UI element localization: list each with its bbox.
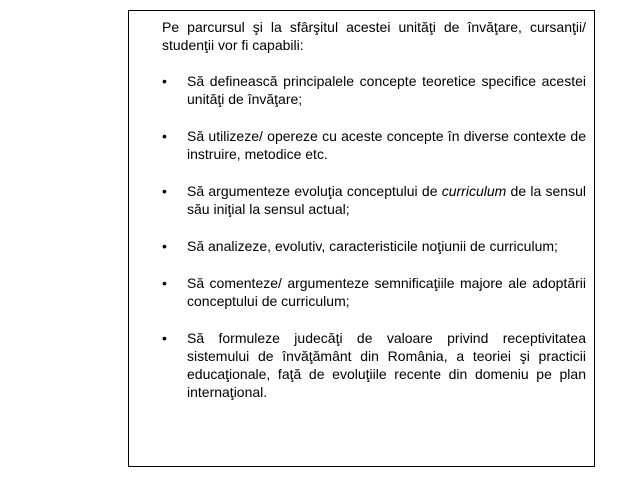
objectives-content xyxy=(162,18,586,420)
objectives-list xyxy=(162,72,586,401)
objective-item xyxy=(162,329,586,401)
objectives-box xyxy=(128,10,595,467)
bullet-icon: • xyxy=(162,128,167,144)
objective-item xyxy=(162,182,586,218)
intro-paragraph: Pe parcursul şi la sfârşitul acestei unităţi de învăţare, cursanţii/ studenţii vor fi capabili: xyxy=(162,19,586,53)
objective-text-after: de la sensul său iniţial la sensul actual; xyxy=(187,183,586,217)
objective-text-before: Să argumenteze evoluţia conceptului de xyxy=(187,183,442,199)
objective-item xyxy=(162,274,586,310)
bullet-icon: • xyxy=(162,238,167,254)
objective-text: Să utilizeze/ opereze cu aceste concepte în diverse contexte de instruire, metodice etc. xyxy=(187,128,586,162)
bullet-icon: • xyxy=(162,330,167,346)
objective-text xyxy=(187,183,586,217)
bullet-icon: • xyxy=(162,275,167,291)
objective-item xyxy=(162,127,586,163)
objective-text: Să formuleze judecăţi de valoare privind receptivitatea sistemului de învăţământ din România, a teoriei şi practicii educaţionale, faţă de evoluţiile recente din domeniu pe plan internaţional. xyxy=(187,330,586,400)
objective-text: Să definească principalele concepte teoretice specifice acestei unităţi de învăţare; xyxy=(187,73,586,107)
objective-text-emphasis: curriculum xyxy=(441,183,507,199)
objective-text: Să analizeze, evolutiv, caracteristicile noţiunii de curriculum; xyxy=(187,238,558,254)
objective-item xyxy=(162,237,586,255)
objective-text: Să comenteze/ argumenteze semnificaţiile majore ale adoptării conceptului de curriculum; xyxy=(187,275,586,309)
bullet-icon: • xyxy=(162,183,167,199)
objective-item xyxy=(162,72,586,108)
bullet-icon: • xyxy=(162,73,167,89)
